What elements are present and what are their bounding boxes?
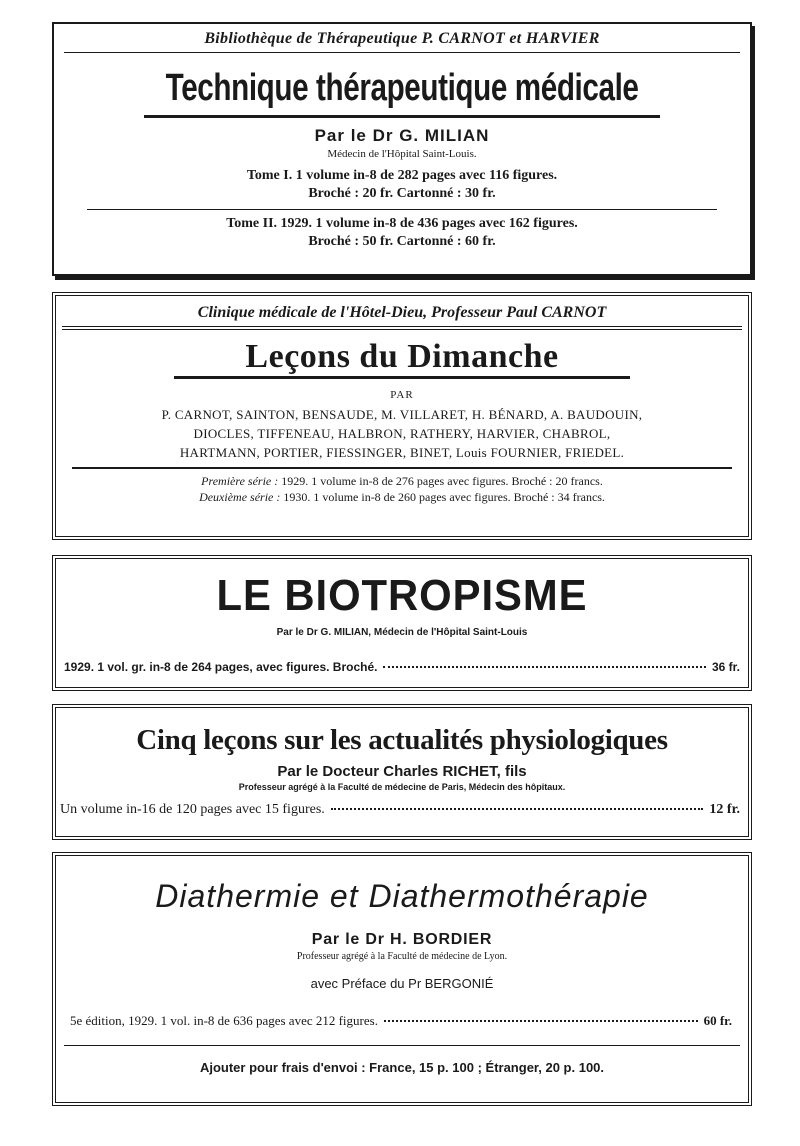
price: 36 fr.: [711, 660, 740, 674]
first-series: [56, 474, 748, 489]
ad-block-technique: [52, 22, 752, 276]
book-title: LE BIOTROPISME: [216, 571, 588, 620]
ad-block-biotropisme: [52, 555, 752, 691]
par-label: PAR: [390, 389, 414, 401]
divider: [64, 52, 740, 53]
divider: [72, 467, 732, 469]
author-affiliation: Médecin de l'Hôpital Saint-Louis.: [327, 148, 477, 160]
details-text: 5e édition, 1929. 1 vol. in-8 de 636 pages avec 212 figures.: [70, 1013, 378, 1028]
author-line: Par le Dr G. MILIAN, Médecin de l'Hôpital Saint-Louis: [276, 627, 528, 638]
author-affiliation: Professeur agrégé à la Faculté de médecine de Lyon.: [296, 951, 508, 962]
series-heading: Clinique médicale de l'Hôtel-Dieu, Professeur Paul CARNOT: [197, 304, 607, 321]
book-title: Leçons du Dimanche: [245, 338, 559, 375]
dot-leader: [383, 666, 705, 668]
details-line: [70, 1013, 732, 1029]
divider: [62, 326, 742, 330]
dot-leader: [331, 808, 704, 810]
book-title: Cinq leçons sur les actualités physiologiques: [136, 724, 668, 756]
ad-block-cinq-lecons: [52, 704, 752, 840]
authors-line: HARTMANN, PORTIER, FIESSINGER, BINET, Louis FOURNIER, FRIEDEL.: [179, 445, 625, 460]
author-affiliation: Professeur agrégé à la Faculté de médecine de Paris, Médecin des hôpitaux.: [238, 782, 566, 792]
book-title: Diathermie et Diathermothérapie: [155, 878, 649, 914]
tome1-prices: Broché : 20 fr. Cartonné : 30 fr.: [308, 186, 496, 201]
book-title: Technique thérapeutique médicale: [165, 67, 639, 109]
title-underline: [174, 376, 630, 379]
second-series: [56, 490, 748, 505]
tome1-details: Tome I. 1 volume in-8 de 282 pages avec 116 figures.: [246, 168, 558, 183]
first-series-text: 1929. 1 volume in-8 de 276 pages avec figures. Broché : 20 francs.: [281, 474, 603, 488]
series-heading: Bibliothèque de Thérapeutique P. CARNOT et HARVIER: [204, 30, 600, 47]
second-series-text: 1930. 1 volume in-8 de 260 pages avec figures. Broché : 34 francs.: [283, 490, 605, 504]
details-line: [60, 802, 740, 818]
details-text: 1929. 1 vol. gr. in-8 de 264 pages, avec figures. Broché.: [64, 660, 378, 674]
tome2-prices: Broché : 50 fr. Cartonné : 60 fr.: [308, 234, 496, 249]
details-line: [64, 660, 740, 674]
ad-block-lecons: [52, 292, 752, 540]
author-line: Par le Dr G. MILIAN: [314, 126, 490, 145]
authors-line: DIOCLES, TIFFENEAU, HALBRON, RATHERY, HARVIER, CHABROL,: [193, 426, 611, 441]
divider: [87, 209, 717, 210]
details-text: Un volume in-16 de 120 pages avec 15 figures.: [60, 802, 325, 817]
ad-block-diathermie: [52, 852, 752, 1106]
divider: [64, 1045, 740, 1046]
price: 12 fr.: [709, 802, 740, 817]
tome2-details: Tome II. 1929. 1 volume in-8 de 436 pages avec 162 figures.: [226, 216, 578, 231]
title-underline: [144, 115, 660, 118]
preface-line: avec Préface du Pr BERGONIÉ: [310, 976, 494, 991]
shipping-note: Ajouter pour frais d'envoi : France, 15 p. 100 ; Étranger, 20 p. 100.: [199, 1060, 605, 1075]
second-series-label: Deuxième série :: [199, 490, 281, 504]
author-line: Par le Dr H. BORDIER: [311, 931, 493, 948]
authors-line: P. CARNOT, SAINTON, BENSAUDE, M. VILLARET, H. BÉNARD, A. BAUDOUIN,: [161, 407, 643, 422]
first-series-label: Première série :: [201, 474, 279, 488]
dot-leader: [384, 1020, 698, 1022]
author-line: Par le Docteur Charles RICHET, fils: [277, 763, 527, 780]
price: 60 fr.: [703, 1013, 732, 1028]
